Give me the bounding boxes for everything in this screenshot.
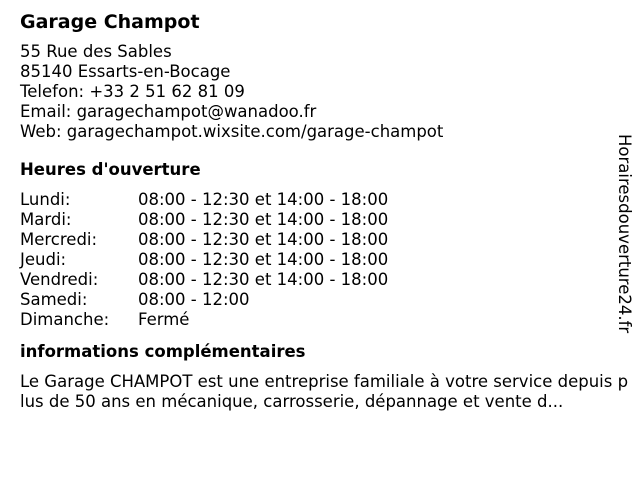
watermark-text: Horairesdouverture24.fr	[615, 134, 634, 334]
address-street: 55 Rue des Sables	[20, 42, 172, 61]
web-line: Web: garagechampot.wixsite.com/garage-champot	[20, 122, 444, 141]
hours-heading: Heures d'ouverture	[20, 160, 201, 179]
email-line: Email: garagechampot@wanadoo.fr	[20, 102, 317, 121]
hours-day: Mardi:	[20, 210, 72, 229]
hours-time: Fermé	[138, 310, 190, 329]
phone-line: Telefon: +33 2 51 62 81 09	[20, 82, 245, 101]
hours-row	[20, 190, 632, 210]
hours-time: 08:00 - 12:30 et 14:00 - 18:00	[138, 250, 389, 269]
info-text: Le Garage CHAMPOT est une entreprise familiale à votre service depuis plus de 50 ans en mécanique, carrosserie, dépannage et vente d...	[20, 372, 629, 411]
hours-row	[20, 210, 632, 230]
hours-row	[20, 290, 632, 310]
hours-day: Lundi:	[20, 190, 71, 209]
hours-day: Vendredi:	[20, 270, 99, 289]
hours-day: Jeudi:	[20, 250, 67, 269]
hours-row	[20, 230, 632, 250]
hours-time: 08:00 - 12:30 et 14:00 - 18:00	[138, 270, 389, 289]
hours-day: Samedi:	[20, 290, 88, 309]
hours-row	[20, 250, 632, 270]
hours-day: Mercredi:	[20, 230, 98, 249]
hours-time: 08:00 - 12:00	[138, 290, 250, 309]
hours-time: 08:00 - 12:30 et 14:00 - 18:00	[138, 210, 389, 229]
hours-time: 08:00 - 12:30 et 14:00 - 18:00	[138, 230, 389, 249]
hours-row	[20, 270, 632, 290]
info-heading: informations complémentaires	[20, 342, 306, 361]
address-city: 85140 Essarts-en-Bocage	[20, 62, 231, 81]
hours-day: Dimanche:	[20, 310, 110, 329]
business-card	[20, 8, 632, 412]
hours-row	[20, 310, 632, 330]
hours-time: 08:00 - 12:30 et 14:00 - 18:00	[138, 190, 389, 209]
business-name: Garage Champot	[20, 11, 200, 33]
